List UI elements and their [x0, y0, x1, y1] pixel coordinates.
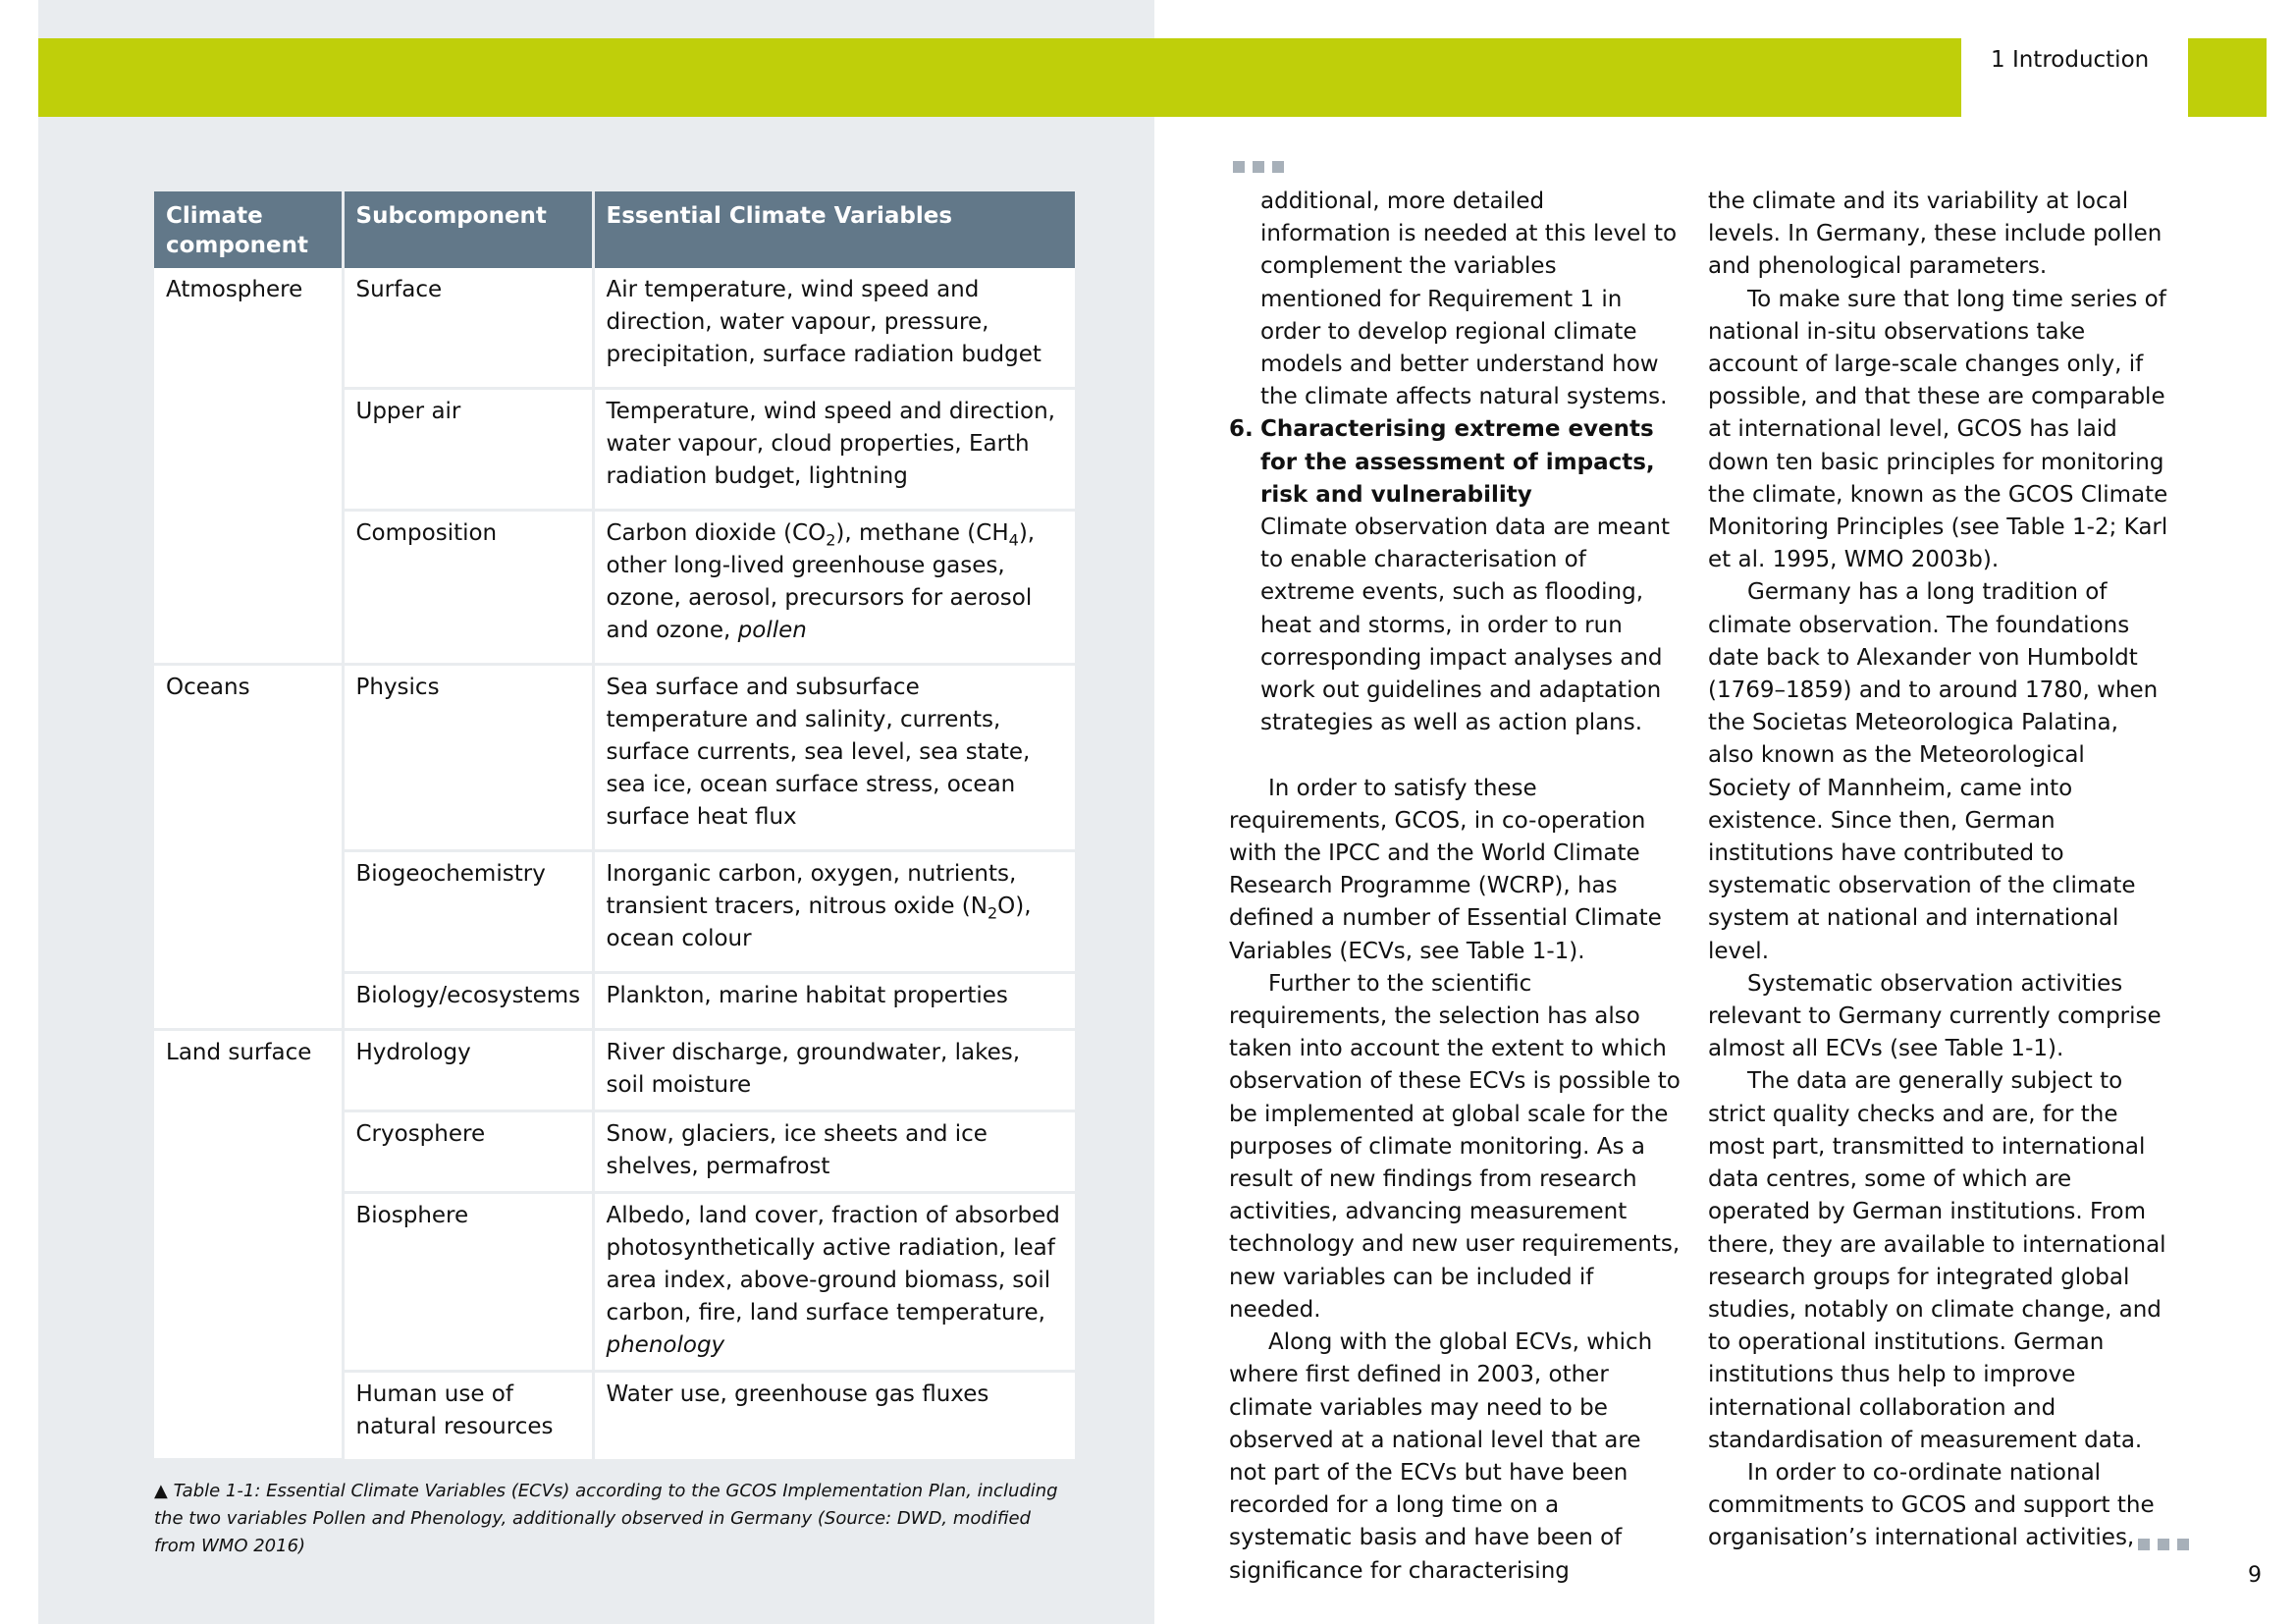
paragraph: Systematic observation activities relevant to Germany currently comprise almost all ECVs (see Table 1-1). [1708, 970, 2162, 1062]
header-subcomponent: Subcomponent [343, 191, 593, 268]
paragraph: Further to the scientific requirements, the selection has also taken into account the extent to which observation of these ECVs is possible to be implemented at global scale for the purposes of climate monitoring. As a result of new findings from research activities, advancing measurement technology and new user requirements, new variables can be included if needed. [1229, 970, 1681, 1323]
table-caption: ▲ Table 1-1: Essential Climate Variables (ECVs) according to the GCOS Implementation Plan, including the two variables Pollen and Phenology, additionally observed in Germany (Source: DWD, modified from WMO 2016) [154, 1481, 1058, 1556]
paragraph: the climate and its variability at local levels. In Germany, these include pollen and phenological parameters. [1708, 189, 2163, 280]
variables-cell: Albedo, land cover, fraction of absorbed photosynthetically active radiation, leaf area index, above-ground biomass, soil carbon, fire, land surface temperature, phenology [593, 1193, 1075, 1372]
component-oceans: Oceans [154, 665, 343, 1030]
variables-cell: Inorganic carbon, oxygen, nutrients, transient tracers, nitrous oxide $(N_2O)$, ocean colour [593, 851, 1075, 973]
list-item-6-body: Climate observation data are meant to enable characterisation of extreme events, such as flooding, heat and storms, in order to run corresponding impact analyses and work out guidelines and adaptation strategies as well as action plans. [1260, 514, 1671, 736]
subcomponent-cell: Cryosphere [343, 1111, 593, 1193]
page-gutter [0, 0, 38, 1624]
header-climate-component: Climate component [154, 191, 343, 268]
text-column-middle [1229, 186, 1681, 1588]
paragraph: Along with the global ECVs, which where first defined in 2003, other climate variables may need to be observed at a national level that are not part of the ECVs but have been recorded for a long time on a systematic basis and have been of significance for characterising [1229, 1329, 1653, 1584]
subcomponent-cell: Biology/ecosystems [343, 973, 593, 1030]
paragraph: Germany has a long tradition of climate observation. The foundations date back to Alexander von Humboldt (1769–1859) and to around 1780, when the Societas Meteorologica Palatina, also known as the Meteorological Society of Mannheim, came into existence. Since then, German institutions have contributed to systematic observation of the climate system at national and international level. [1708, 579, 2159, 964]
list-number: 6. [1229, 416, 1254, 443]
subcomponent-cell: Human use of natural resources [343, 1372, 593, 1460]
variables-cell: Carbon dioxide $(CO_2)$, methane $(CH_4)$, other long-lived greenhouse gases, ozone, aerosol, precursors for aerosol and ozone, pollen [593, 511, 1075, 665]
text-column-right [1708, 186, 2169, 1555]
paragraph: To make sure that long time series of national in-situ observations take account of large-scale changes only, if possible, and that these are comparable at international level, GCOS has laid down ten basic principles for monitoring the climate, known as the GCOS Climate Monitoring Principles (see Table 1-2; Karl et al. 1995, WMO 2003b). [1708, 286, 2168, 573]
paragraph: The data are generally subject to strict quality checks and are, for the most part, transmitted to international data centres, some of which are operated by German institutions. From there, they are available to international research groups for integrated global studies, notably on climate change, and to operational institutions. German institutions thus help to improve international collaboration and standardisation of measurement data. [1708, 1068, 2166, 1453]
subcomponent-cell: Upper air [343, 389, 593, 511]
list-item-6-title: 6. Characterising extreme events for the assessment of impacts, risk and vulnerability [1229, 413, 1681, 512]
variables-cell: Snow, glaciers, ice sheets and ice shelves, permafrost [593, 1111, 1075, 1193]
variables-cell: Temperature, wind speed and direction, water vapour, cloud properties, Earth radiation budget, lightning [593, 389, 1075, 511]
ecv-table [154, 191, 1075, 1461]
variables-cell: Plankton, marine habitat properties [593, 973, 1075, 1030]
table-row [154, 665, 1075, 851]
header-band [38, 38, 1961, 117]
subcomponent-cell: Hydrology [343, 1030, 593, 1111]
page-number: 9 [2248, 1563, 2262, 1588]
paragraph: additional, more detailed information is needed at this level to complement the variables mentioned for Requirement 1 in order to develop regional climate models and better understand how the climate affects natural systems. [1260, 189, 1678, 410]
continuation-marker-top [1233, 161, 1284, 173]
header-ecv: Essential Climate Variables [593, 191, 1075, 268]
paragraph: In order to satisfy these requirements, GCOS, in co-operation with the IPCC and the World Climate Research Programme (WCRP), has defined a number of Essential Climate Variables (ECVs, see Table 1-1). [1229, 775, 1662, 964]
variables-cell: Air temperature, wind speed and direction, water vapour, pressure, precipitation, surface radiation budget [593, 268, 1075, 389]
running-head: 1 Introduction [1991, 47, 2150, 73]
subcomponent-cell: Biogeochemistry [343, 851, 593, 973]
component-atmosphere: Atmosphere [154, 268, 343, 665]
subcomponent-cell: Surface [343, 268, 593, 389]
table-header-row [154, 191, 1075, 268]
table-row [154, 268, 1075, 389]
table-row [154, 1030, 1075, 1111]
paragraph: In order to co-ordinate national commitments to GCOS and support the organisation’s international activities, [1708, 1459, 2155, 1551]
subcomponent-cell: Biosphere [343, 1193, 593, 1372]
continuation-marker-bottom [2138, 1539, 2189, 1550]
component-land-surface: Land surface [154, 1030, 343, 1460]
subcomponent-cell: Composition [343, 511, 593, 665]
variables-cell: Water use, greenhouse gas fluxes [593, 1372, 1075, 1460]
header-band-tab [2188, 38, 2267, 117]
subcomponent-cell: Physics [343, 665, 593, 851]
variables-cell: Sea surface and subsurface temperature and salinity, currents, surface currents, sea level, sea state, sea ice, ocean surface stress, ocean surface heat flux [593, 665, 1075, 851]
variables-cell: River discharge, groundwater, lakes, soil moisture [593, 1030, 1075, 1111]
